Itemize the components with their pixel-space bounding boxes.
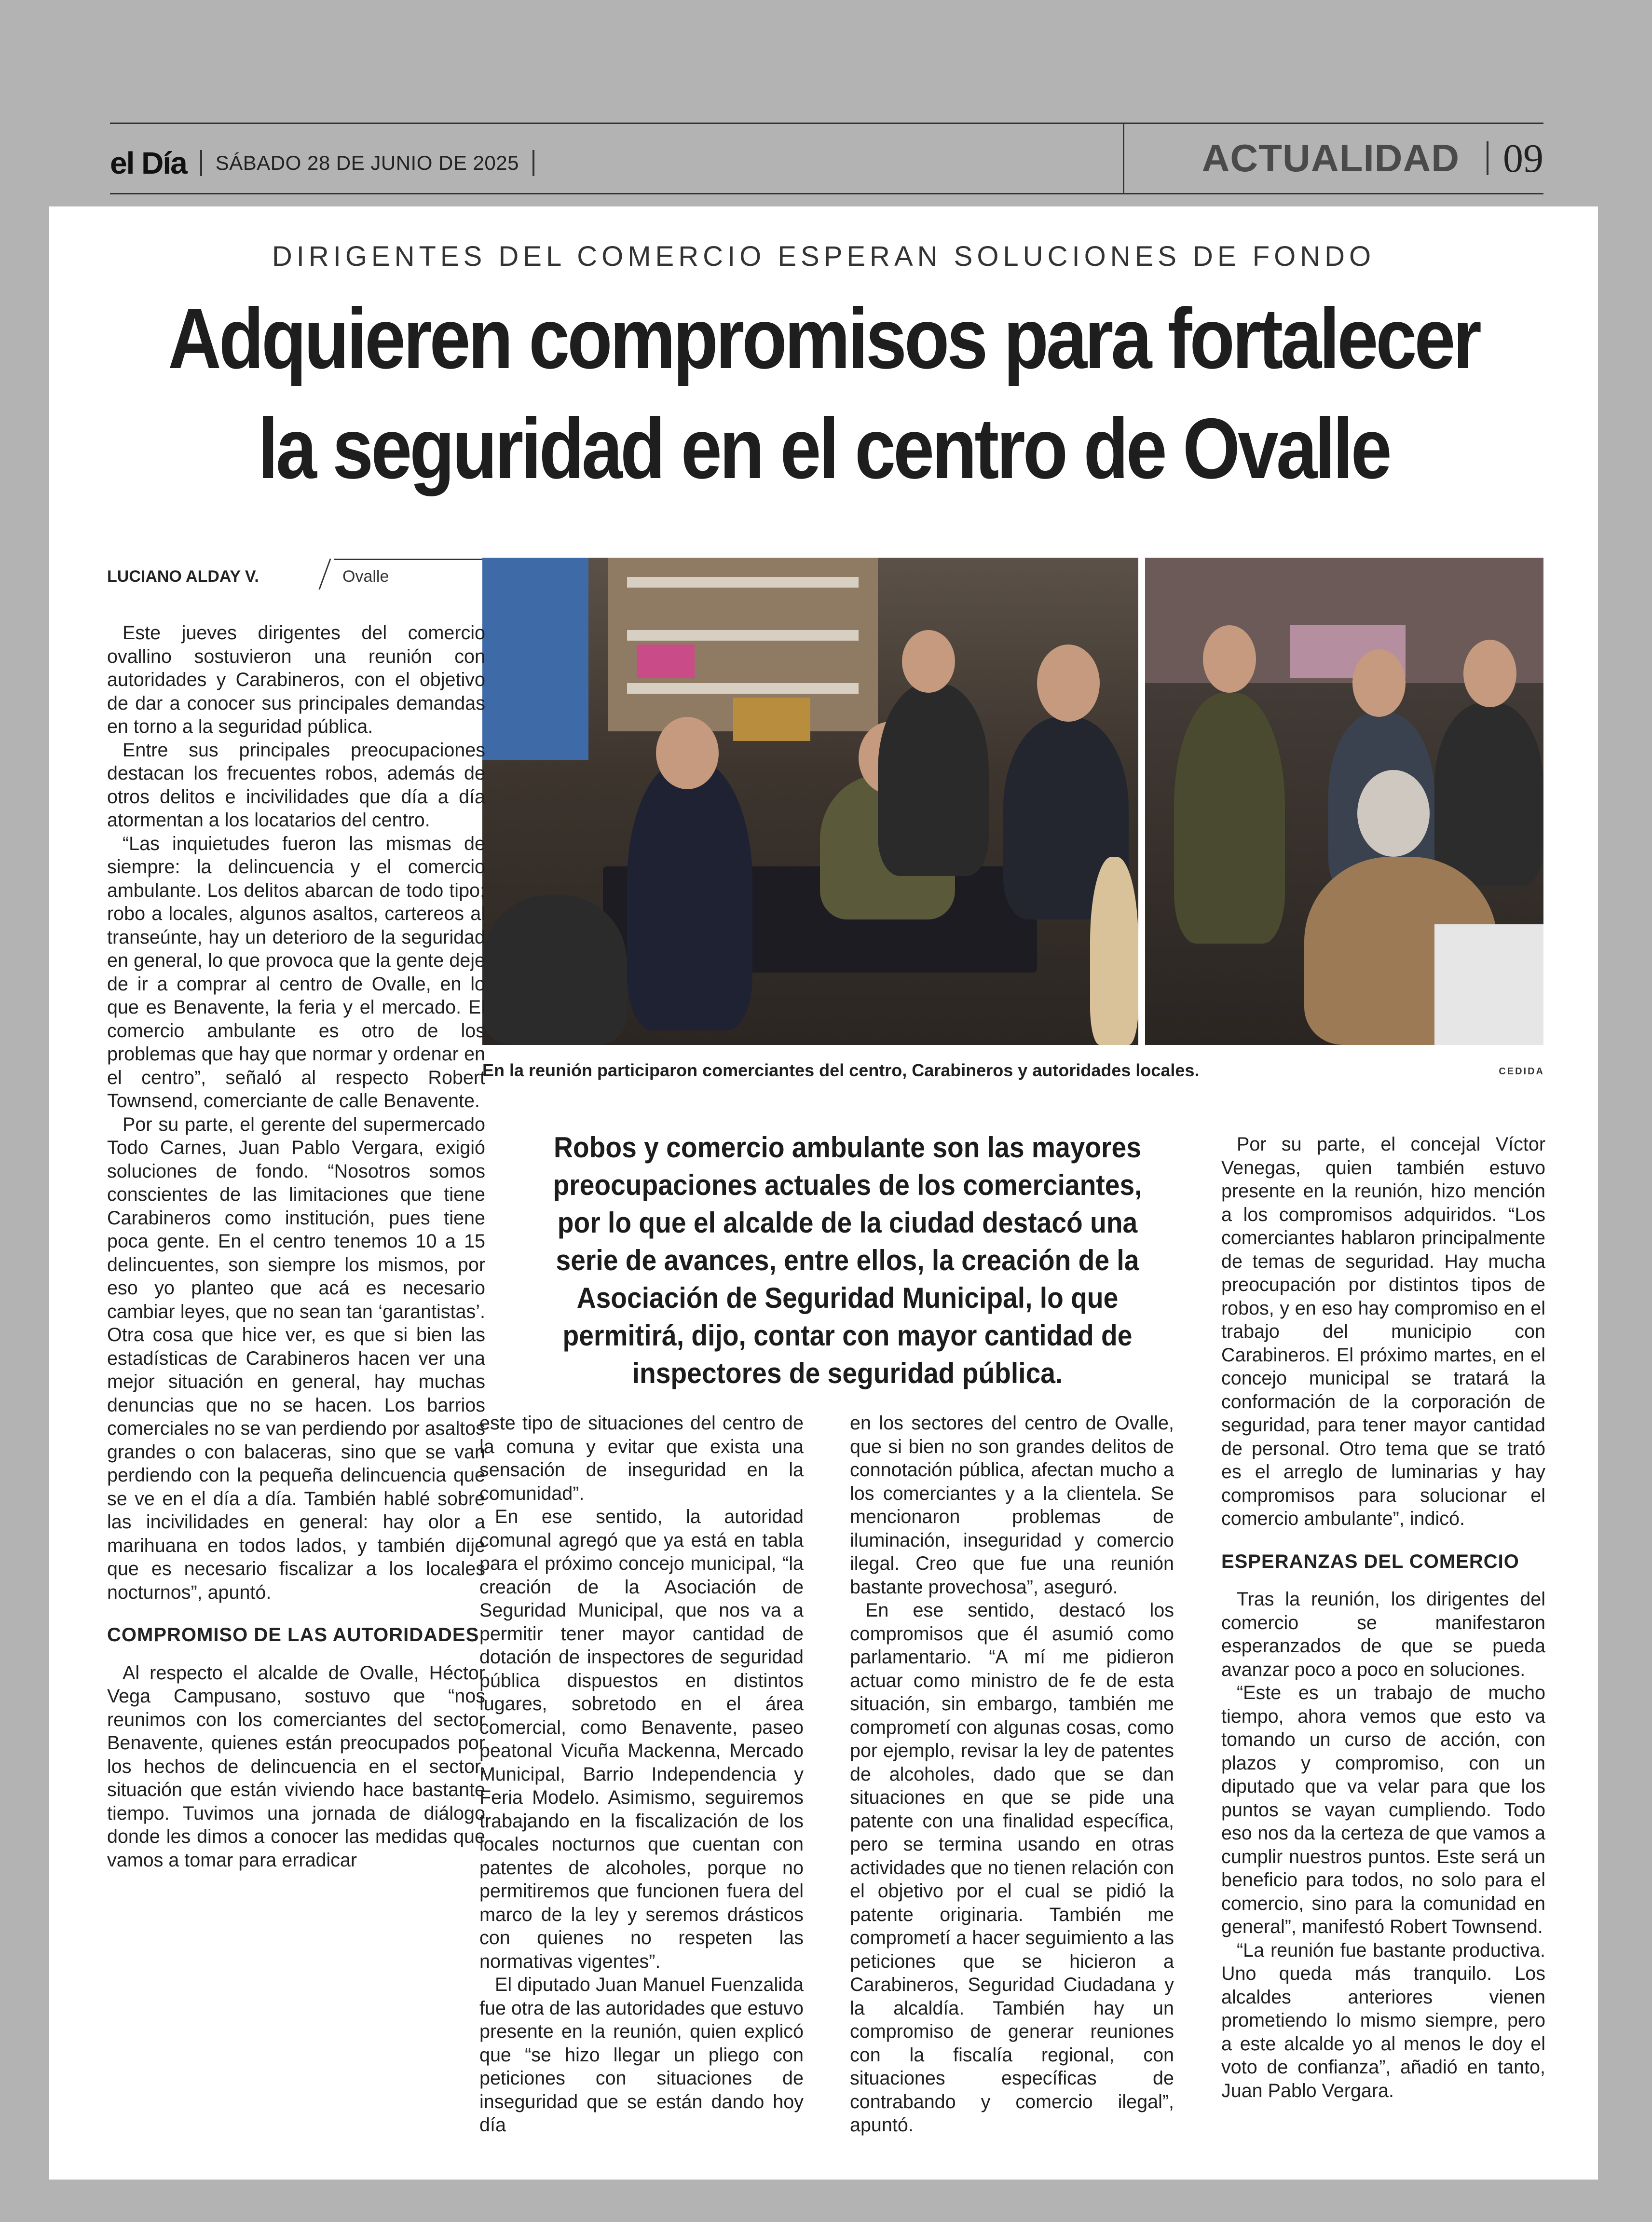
article-photos [482, 558, 1543, 1045]
text-column-2 [479, 1412, 804, 2164]
issue-date: SÁBADO 28 DE JUNIO DE 2025 [215, 151, 519, 174]
person-blonde [1090, 857, 1138, 1045]
byline [107, 559, 488, 588]
person-head [1357, 770, 1430, 857]
article-page [49, 206, 1598, 2180]
person-standing [878, 683, 989, 876]
person-head [1463, 640, 1516, 707]
paragraph: “Las inquietudes fueron las mismas de siempre: la delincuencia y el comercio ambulante. Los delitos abarcan de todo tipo; robo a locales, algunos asaltos, cartereos al transeúnte, hay un deterioro de la seguridad en general, lo que provoca que la gente deje de ir a comprar al centro de Ovalle, en lo que es Benavente, la feria y el mercado. El comercio ambulante es otro de los problemas que hay que normar y ordenar en el centro”, señaló al respecto Robert Townsend, comerciante de calle Benavente. [107, 833, 485, 1111]
paragraph: El diputado Juan Manuel Fuenzalida fue otra de las autoridades que estuvo presente en la reunión, quien explicó que “se hizo llegar un pliego con peticiones con situaciones de inseguridad que se están dando hoy día [479, 1974, 804, 2136]
text-column-3 [850, 1412, 1174, 2164]
section-name: ACTUALIDAD [1201, 137, 1460, 179]
paragraph: “Este es un trabajo de mucho tiempo, ahora vemos que esto va tomando un curso de acción, con plazos y compromiso, con un diputado que va velar para que los puntos se vayan cumpliendo. Todo eso nos da la certeza de que vamos a cumplir nuestros puntos. Este será un beneficio para todos, no solo para el comercio, sino para la comunidad en general”, manifestó Robert Townsend. [1221, 1682, 1545, 1937]
byline-rule [334, 559, 493, 560]
separator [200, 150, 202, 176]
photo-credit: CEDIDA [1499, 1066, 1544, 1077]
paragraph: Tras la reunión, los dirigentes del comercio se manifestaron esperanzados de que se pueda avanzar poco a poco en soluciones. [1221, 1589, 1545, 1680]
separator [532, 150, 534, 176]
headline-line-2: la seguridad en el centro de Ovalle [258, 400, 1390, 496]
text-column-4 [1221, 1133, 1545, 2165]
paragraph: Por su parte, el concejal Víctor Venegas, quien también estuvo presente en la reunión, hizo mención a los compromisos adquiridos. “Los comerciantes hablaron principalmente de temas de seguridad. Hay mucha preocupación por distintos tipos de robos, y en eso hay compromiso en el trabajo del municipio con Carabineros. El próximo martes, en el concejo municipal se tratará la conformación de la corporación de seguridad, para tener mayor cantidad de personal. Otro tema que se trató es el arreglo de luminarias y hay compromisos para solucionar el comercio ambulante”, indicó. [1221, 1134, 1545, 1529]
carabinera-standing [1174, 693, 1285, 944]
header-divider [1123, 123, 1124, 194]
person-suit [627, 760, 752, 1030]
headline-line-1: Adquieren compromisos para fortalecer [168, 290, 1479, 386]
person-foreground [482, 895, 627, 1045]
article-kicker: DIRIGENTES DEL COMERCIO ESPERAN SOLUCIONES DE FONDO [272, 241, 1376, 272]
photo-caption: En la reunión participaron comerciantes del centro, Carabineros y autoridades locales. [482, 1060, 1200, 1080]
byline-slash [318, 559, 331, 590]
paragraph: en los sectores del centro de Ovalle, que si bien no son grandes delitos de connotación pública, afectan mucho a los comerciantes y a la clientela. Se mencionaron problemas de iluminación, inseguridad y comercio ilegal. Creo que fue una reunión bastante provechosa”, aseguró. [850, 1413, 1174, 1598]
meeting-photo-left [482, 558, 1138, 1045]
subheading: ESPERANZAS DEL COMERCIO [1221, 1550, 1519, 1572]
newspaper-logo[interactable]: el Día [110, 146, 187, 180]
shelf-board [627, 630, 859, 641]
person-head [1352, 649, 1406, 717]
paragraph: Al respecto el alcalde de Ovalle, Héctor Vega Campusano, sostuvo que “nos reunimos con los comerciantes del sector Benavente, quienes están preocupados por los hechos de delincuencia en el sector, situación que están viviendo hace bastante tiempo. Tuvimos una jornada de diálogo donde les dimos a conocer las medidas que vamos a tomar para erradicar [107, 1662, 485, 1871]
text-column-1 [107, 621, 485, 2165]
separator [1487, 141, 1488, 175]
person-head [902, 630, 955, 693]
article-headline [158, 284, 1489, 504]
byline-author: LUCIANO ALDAY V. [107, 567, 259, 586]
paragraph: “La reunión fue bastante productiva. Uno queda más tranquilo. Los alcaldes anteriores vienen prometiendo lo mismo siempre, pero a este alcalde yo al menos le doy el voto de confianza”, añadió en tanto, Juan Pablo Vergara. [1221, 1939, 1545, 2101]
person-standing [1434, 702, 1543, 886]
subheading: COMPROMISO DE LAS AUTORIDADES [107, 1624, 479, 1646]
person-head [1203, 625, 1256, 693]
paragraph: Este jueves dirigentes del comercio ovallino sostuvieron una reunión con autoridades y Carabineros, con el objetivo de dar a conocer sus principales demandas en torno a la seguridad pública. [107, 622, 485, 737]
plastic-chair [1434, 924, 1543, 1045]
header-rule-top [110, 123, 1543, 124]
page-number: 09 [1503, 136, 1543, 181]
header-section [1202, 134, 1543, 182]
product-boxes [482, 558, 588, 760]
gold-ribbons [733, 698, 810, 741]
header-rule-bottom [110, 193, 1543, 194]
person-head [656, 717, 719, 789]
pull-quote: Robos y comercio ambulante son las mayores preocupaciones actuales de los comerciantes, por lo que el alcalde de la ciudad destacó una serie de avances, entre ellos, la creación de la Asociación de Seguridad Municipal, lo que permitirá, dijo, contar con mayor cantidad de inspectores de seguridad pública. [553, 1131, 1142, 1389]
paragraph: Entre sus principales preocupaciones destacan los frecuentes robos, además de otros delitos e incivilidades que día a día atormentan a los locatarios del centro. [107, 739, 485, 831]
shelf-board [627, 683, 859, 694]
header-masthead [110, 144, 548, 182]
paragraph: Por su parte, el gerente del supermercado Todo Carnes, Juan Pablo Vergara, exigió soluciones de fondo. “Nosotros somos conscientes de las limitaciones que tiene Carabineros como institución, pues tiene poca gente. En el centro tenemos 10 a 15 delincuentes, son siempre los mismos, por eso yo planteo que acá es necesario cambiar leyes, que no sean tan ‘garantistas’. Otra cosa que hice ver, es que si bien las estadísticas de Carabineros hacen ver una mejor situación en general, hay muchas denuncias que no se hacen. Los barrios comerciales no se van perdiendo por asaltos grandes o con balaceras, sino que se van perdiendo con la pequeña delincuencia que se ve en el día a día. También hablé sobre las incivilidades en general: hay olor a marihuana en todos lados, y también dije que es necesario fiscalizar a los locales nocturnos”, apuntó. [107, 1113, 485, 1603]
pink-ribbons [637, 645, 695, 678]
person-head [1037, 645, 1100, 722]
shelf-board [627, 577, 859, 588]
paragraph: En ese sentido, la autoridad comunal agregó que ya está en tabla para el próximo concejo municipal, “la creación de la Asociación de Seguridad Municipal, que nos va a permitir tener mayor cantidad de dotación de inspectores de seguridad pública dispuestos en distintos lugares, sobretodo en el área comercial, como Benavente, paseo peatonal Vicuña Mackenna, Mercado Municipal, Barrio Independencia y Feria Modelo. Asimismo, seguiremos trabajando en la fiscalización de los locales nocturnos que cuentan con patentes de alcoholes, porque no permitiremos que funcionen fuera del marco de la ley y seremos drásticos con quienes no respeten las normativas vigentes”. [479, 1506, 804, 1972]
byline-location: Ovalle [342, 567, 389, 586]
meeting-photo-right [1145, 558, 1543, 1045]
paragraph: En ese sentido, destacó los compromisos que él asumió como parlamentario. “A mí me pidieron actuar como ministro de fe de esta situación, sin embargo, también me comprometí con algunas cosas, como por ejemplo, revisar la ley de patentes de alcoholes, dado que se dan situaciones en que se pide una patente con una finalidad específica, pero se termina usando en otras actividades que no tienen relación con el objetivo por el cual se pidió la patente originaria. También me comprometí a hacer seguimiento a las peticiones que se hicieron a Carabineros, Seguridad Ciudadana y la alcaldía. También hay un compromiso de generar reuniones con la fiscalía regional, con situaciones específicas de contrabando y comercio ilegal”, apuntó. [850, 1600, 1174, 2136]
paragraph: este tipo de situaciones del centro de la comuna y evitar que exista una sensación de inseguridad en la comunidad”. [479, 1413, 804, 1504]
